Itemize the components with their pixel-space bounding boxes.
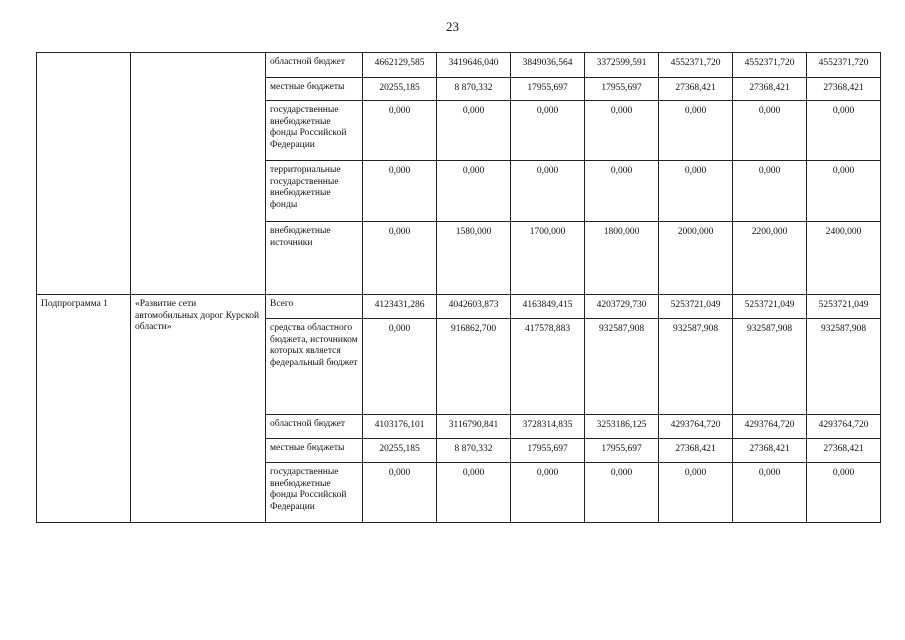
value-cell: 0,000 — [363, 463, 437, 523]
value-cell: 5253721,049 — [659, 295, 733, 319]
value-cell: 0,000 — [511, 463, 585, 523]
value-cell: 417578,883 — [511, 319, 585, 415]
value-cell: 27368,421 — [733, 78, 807, 101]
value-cell: 3728314,835 — [511, 415, 585, 439]
source-cell: местные бюджеты — [266, 78, 363, 101]
value-cell: 0,000 — [363, 319, 437, 415]
value-cell: 4103176,101 — [363, 415, 437, 439]
budget-table — [36, 52, 881, 523]
value-cell: 2000,000 — [659, 222, 733, 295]
value-cell: 0,000 — [363, 101, 437, 161]
value-cell: 17955,697 — [585, 78, 659, 101]
value-cell: 0,000 — [585, 101, 659, 161]
value-cell: 17955,697 — [511, 439, 585, 463]
value-cell: 0,000 — [733, 101, 807, 161]
value-cell: 916862,700 — [437, 319, 511, 415]
value-cell: 4123431,286 — [363, 295, 437, 319]
source-cell: государственные внебюджетные фонды Российской Федерации — [266, 463, 363, 523]
value-cell: 20255,185 — [363, 78, 437, 101]
value-cell: 27368,421 — [659, 78, 733, 101]
value-cell: 4552371,720 — [733, 53, 807, 78]
value-cell: 27368,421 — [807, 439, 881, 463]
value-cell: 4662129,585 — [363, 53, 437, 78]
value-cell: 3419646,040 — [437, 53, 511, 78]
value-cell: 0,000 — [363, 222, 437, 295]
value-cell: 4293764,720 — [659, 415, 733, 439]
source-cell: средства областного бюджета, источником которых является федеральный бюджет — [266, 319, 363, 415]
value-cell: 0,000 — [733, 463, 807, 523]
source-cell: Всего — [266, 295, 363, 319]
value-cell: 27368,421 — [807, 78, 881, 101]
value-cell: 0,000 — [807, 463, 881, 523]
title-cell — [131, 53, 266, 295]
value-cell: 0,000 — [511, 161, 585, 222]
value-cell: 0,000 — [807, 101, 881, 161]
value-cell: 20255,185 — [363, 439, 437, 463]
value-cell: 0,000 — [511, 101, 585, 161]
value-cell: 0,000 — [659, 101, 733, 161]
source-cell: местные бюджеты — [266, 439, 363, 463]
source-cell: внебюджетные источники — [266, 222, 363, 295]
program-cell: Подпрограмма 1 — [37, 295, 131, 523]
value-cell: 0,000 — [363, 161, 437, 222]
value-cell: 4203729,730 — [585, 295, 659, 319]
value-cell: 4552371,720 — [807, 53, 881, 78]
value-cell: 17955,697 — [511, 78, 585, 101]
value-cell: 0,000 — [585, 463, 659, 523]
value-cell: 1580,000 — [437, 222, 511, 295]
page-number: 23 — [446, 19, 459, 34]
value-cell: 1700,000 — [511, 222, 585, 295]
value-cell: 2200,000 — [733, 222, 807, 295]
source-cell: территориальные государственные внебюджетные фонды — [266, 161, 363, 222]
source-cell: государственные внебюджетные фонды Российской Федерации — [266, 101, 363, 161]
value-cell: 8 870,332 — [437, 78, 511, 101]
value-cell: 5253721,049 — [807, 295, 881, 319]
value-cell: 0,000 — [437, 161, 511, 222]
value-cell: 3849036,564 — [511, 53, 585, 78]
value-cell: 932587,908 — [733, 319, 807, 415]
value-cell: 4293764,720 — [733, 415, 807, 439]
table-row — [37, 53, 881, 78]
table-row — [37, 295, 881, 319]
title-cell: «Развитие сети автомобильных дорог Курской области» — [131, 295, 266, 523]
value-cell: 2400,000 — [807, 222, 881, 295]
source-cell: областной бюджет — [266, 415, 363, 439]
value-cell: 5253721,049 — [733, 295, 807, 319]
value-cell: 0,000 — [733, 161, 807, 222]
budget-table-body — [37, 53, 881, 523]
value-cell: 0,000 — [807, 161, 881, 222]
value-cell: 3116790,841 — [437, 415, 511, 439]
value-cell: 1800,000 — [585, 222, 659, 295]
value-cell: 0,000 — [659, 463, 733, 523]
value-cell: 17955,697 — [585, 439, 659, 463]
value-cell: 0,000 — [659, 161, 733, 222]
value-cell: 27368,421 — [659, 439, 733, 463]
value-cell: 932587,908 — [659, 319, 733, 415]
value-cell: 932587,908 — [807, 319, 881, 415]
program-cell — [37, 53, 131, 295]
value-cell: 4042603,873 — [437, 295, 511, 319]
value-cell: 0,000 — [437, 463, 511, 523]
value-cell: 4552371,720 — [659, 53, 733, 78]
value-cell: 27368,421 — [733, 439, 807, 463]
value-cell: 0,000 — [437, 101, 511, 161]
value-cell: 3372599,591 — [585, 53, 659, 78]
value-cell: 8 870,332 — [437, 439, 511, 463]
source-cell: областной бюджет — [266, 53, 363, 78]
value-cell: 932587,908 — [585, 319, 659, 415]
value-cell: 3253186,125 — [585, 415, 659, 439]
value-cell: 0,000 — [585, 161, 659, 222]
value-cell: 4163849,415 — [511, 295, 585, 319]
value-cell: 4293764,720 — [807, 415, 881, 439]
